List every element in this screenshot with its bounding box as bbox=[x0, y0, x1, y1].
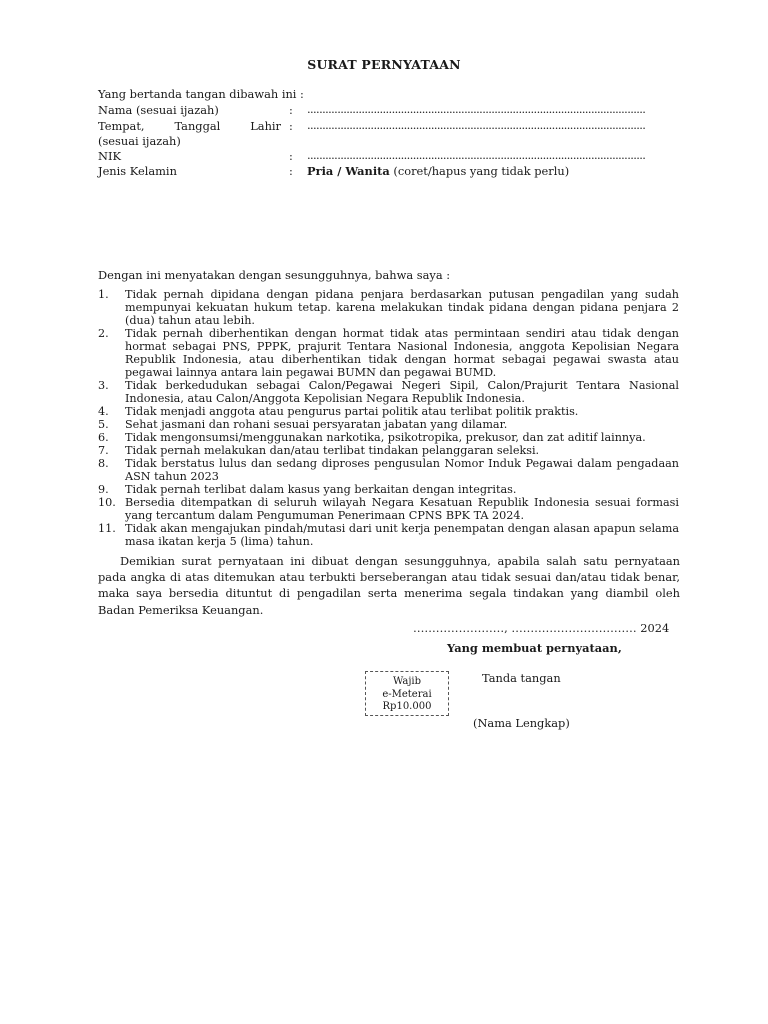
field-label-ttl bbox=[98, 120, 281, 133]
field-label-nik: NIK bbox=[98, 149, 121, 163]
field-label-ttl-line2: (sesuai ijazah) bbox=[98, 134, 181, 148]
field-label-ttl-part: Tanggal bbox=[174, 119, 221, 133]
list-item: 4. Tidak menjadi anggota atau pengurus partai politik atau terlibat politik praktis. bbox=[98, 405, 579, 418]
field-label-jk: Jenis Kelamin bbox=[98, 164, 177, 178]
list-item: 3. Tidak berkedudukan sebagai Calon/Pegawai Negeri Sipil, Calon/Prajurit Tentara Nasional Indonesia, atau Calon/Anggota Kepolisian Negara Republik Indonesia. bbox=[98, 379, 679, 405]
meterai-stamp-box bbox=[365, 671, 449, 716]
list-item: 1. Tidak pernah dipidana dengan pidana penjara berdasarkan putusan pengadilan yang sudah mempunyai kekuatan hukum tetap. karena melakukan tindak pidana dengan pidana penjara 2 (dua) tahun atau lebih. bbox=[98, 288, 679, 327]
meterai-line: Wajib bbox=[392, 676, 422, 687]
field-value-nama: ................................................................................................................ bbox=[307, 103, 646, 116]
list-item: 9. Tidak pernah terlibat dalam kasus yang berkaitan dengan integritas. bbox=[98, 483, 517, 496]
document-title: SURAT PERNYATAAN bbox=[307, 57, 461, 72]
statement-intro: Dengan ini menyatakan dengan sesungguhnya, bahwa saya : bbox=[98, 268, 451, 282]
signature-label: Tanda tangan bbox=[482, 671, 561, 685]
field-label-ttl-part: Tempat, bbox=[98, 119, 145, 133]
list-item: 2. Tidak pernah diberhentikan dengan hormat tidak atas permintaan sendiri atau tidak dengan hormat sebagai PNS, PPPK, prajurit Tentara Nasional Indonesia, anggota Kepolisian Negara Republik Indonesia, atau diberhentikan tidak dengan hormat sebagai pegawai swasta atau pegawai lainnya antara lain pegawai BUMN dan pegawai BUMD. bbox=[98, 327, 679, 379]
field-label-ttl-part: Lahir bbox=[250, 119, 281, 133]
field-value-jk-bold: Pria / Wanita bbox=[307, 164, 390, 178]
list-item: 7. Tidak pernah melakukan dan/atau terlibat tindakan pelanggaran seleksi. bbox=[98, 444, 540, 457]
field-value-jk bbox=[307, 165, 569, 178]
field-value-ttl: ................................................................................................................ bbox=[307, 119, 646, 132]
field-colon: : bbox=[289, 149, 293, 163]
field-colon: : bbox=[289, 119, 293, 133]
closing-paragraph: Demikian surat pernyataan ini dibuat dengan sesungguhnya, apabila salah satu pernyataan pada angka di atas ditemukan atau terbukti berseberangan atau tidak sesuai dan/atau tidak benar, maka saya bersedia dituntut di pengadilan serta menerima segala tindakan yang diambil oleh Badan Pemeriksa Keuangan. bbox=[98, 554, 680, 617]
field-colon: : bbox=[289, 103, 293, 117]
list-item: 6. Tidak mengonsumsi/menggunakan narkotika, psikotropika, prekusor, dan zat aditif lainnya. bbox=[98, 431, 646, 444]
full-name-label: (Nama Lengkap) bbox=[473, 716, 570, 730]
field-value-jk-note: (coret/hapus yang tidak perlu) bbox=[389, 164, 570, 178]
statement-list bbox=[98, 288, 679, 548]
list-item: 11. Tidak akan mengajukan pindah/mutasi dari unit kerja penempatan dengan alasan apapun selama masa ikatan kerja 5 (lima) tahun. bbox=[98, 522, 679, 548]
date-line: ……………………, …………………………… 2024 bbox=[413, 621, 670, 635]
field-value-nik: ................................................................................................................ bbox=[307, 149, 646, 162]
meterai-line: Rp10.000 bbox=[382, 701, 432, 712]
list-item: 5. Sehat jasmani dan rohani sesuai persyaratan jabatan yang dilamar. bbox=[98, 418, 508, 431]
meterai-line: e-Meterai bbox=[382, 688, 432, 700]
maker-label: Yang membuat pernyataan, bbox=[447, 641, 622, 655]
intro-text: Yang bertanda tangan dibawah ini : bbox=[98, 87, 304, 101]
field-colon: : bbox=[289, 164, 293, 178]
field-label-nama: Nama (sesuai ijazah) bbox=[98, 103, 219, 117]
list-item: 8. Tidak berstatus lulus dan sedang diproses pengusulan Nomor Induk Pegawai dalam pengadaan ASN tahun 2023 bbox=[98, 457, 679, 483]
list-item: 10. Bersedia ditempatkan di seluruh wilayah Negara Kesatuan Republik Indonesia sesuai formasi yang tercantum dalam Pengumuman Penerimaan CPNS BPK TA 2024. bbox=[98, 496, 679, 522]
